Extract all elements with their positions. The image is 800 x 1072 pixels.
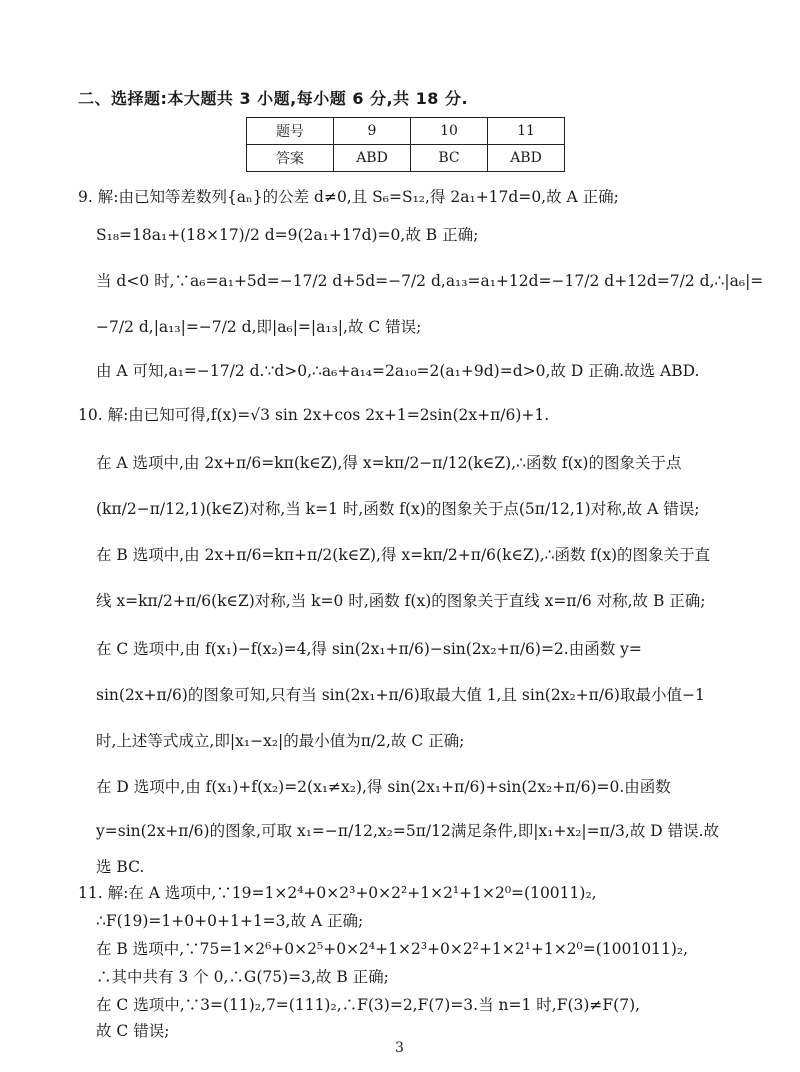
table-cell: ABD bbox=[488, 145, 565, 172]
page-number: 3 bbox=[395, 1040, 404, 1056]
solution-11-line: 11. 解:在 A 选项中,∵19=1×2⁴+0×2³+0×2²+1×2¹+1×2⁰=(10011)₂, bbox=[78, 884, 597, 902]
solution-9-line: 由 A 可知,a₁=−17/2 d.∵d>0,∴a₆+a₁₄=2a₁₀=2(a₁+9d)=d>0,故 D 正确.故选 ABD. bbox=[96, 362, 700, 380]
solution-10-line: 在 B 选项中,由 2x+π/6=kπ+π/2(k∈Z),得 x=kπ/2+π/6(k∈Z),∴函数 f(x)的图象关于直 bbox=[96, 546, 711, 564]
table-cell: 10 bbox=[411, 118, 488, 145]
table-cell: ABD bbox=[334, 145, 411, 172]
solution-10-line: 时,上述等式成立,即|x₁−x₂|的最小值为π/2,故 C 正确; bbox=[96, 732, 465, 750]
solution-10-line: 10. 解:由已知可得,f(x)=√3 sin 2x+cos 2x+1=2sin(2x+π/6)+1. bbox=[78, 406, 550, 424]
solution-11-line: 在 C 选项中,∵3=(11)₂,7=(111)₂,∴F(3)=2,F(7)=3.当 n=1 时,F(3)≠F(7), bbox=[96, 996, 641, 1014]
solution-10-line: sin(2x+π/6)的图象可知,只有当 sin(2x₁+π/6)取最大值 1,且 sin(2x₂+π/6)取最小值−1 bbox=[96, 686, 705, 704]
solution-10-line: 在 C 选项中,由 f(x₁)−f(x₂)=4,得 sin(2x₁+π/6)−sin(2x₂+π/6)=2.由函数 y= bbox=[96, 640, 642, 658]
table-cell: 11 bbox=[488, 118, 565, 145]
table-cell: BC bbox=[411, 145, 488, 172]
solution-9-line: −7/2 d,|a₁₃|=−7/2 d,即|a₆|=|a₁₃|,故 C 错误; bbox=[96, 318, 422, 336]
answer-table-header-row bbox=[247, 118, 565, 145]
table-cell: 答案 bbox=[247, 145, 334, 172]
solution-11-line: 在 B 选项中,∵75=1×2⁶+0×2⁵+0×2⁴+1×2³+0×2²+1×2¹+1×2⁰=(1001011)₂, bbox=[96, 940, 689, 958]
solution-10-line: (kπ/2−π/12,1)(k∈Z)对称,当 k=1 时,函数 f(x)的图象关于点(5π/12,1)对称,故 A 错误; bbox=[96, 500, 700, 518]
solution-10-line: 线 x=kπ/2+π/6(k∈Z)对称,当 k=0 时,函数 f(x)的图象关于直线 x=π/6 对称,故 B 正确; bbox=[96, 592, 706, 610]
solution-10-line: y=sin(2x+π/6)的图象,可取 x₁=−π/12,x₂=5π/12满足条件,即|x₁+x₂|=π/3,故 D 错误.故 bbox=[96, 822, 720, 840]
answer-table-answer-row bbox=[247, 145, 565, 172]
solution-9-line: S₁₈=18a₁+(18×17)/2 d=9(2a₁+17d)=0,故 B 正确; bbox=[96, 226, 479, 244]
solution-11-line: ∴其中共有 3 个 0,∴G(75)=3,故 B 正确; bbox=[96, 968, 389, 986]
answer-table bbox=[246, 117, 565, 172]
solution-10-line: 在 D 选项中,由 f(x₁)+f(x₂)=2(x₁≠x₂),得 sin(2x₁+π/6)+sin(2x₂+π/6)=0.由函数 bbox=[96, 778, 671, 796]
table-cell: 9 bbox=[334, 118, 411, 145]
table-cell: 题号 bbox=[247, 118, 334, 145]
section-heading: 二、选择题:本大题共 3 小题,每小题 6 分,共 18 分. bbox=[78, 89, 469, 108]
solution-11-line: 故 C 错误; bbox=[96, 1022, 170, 1040]
solution-10-line: 在 A 选项中,由 2x+π/6=kπ(k∈Z),得 x=kπ/2−π/12(k∈Z),∴函数 f(x)的图象关于点 bbox=[96, 454, 682, 472]
solution-9-line: 9. 解:由已知等差数列{aₙ}的公差 d≠0,且 S₆=S₁₂,得 2a₁+17d=0,故 A 正确; bbox=[78, 188, 619, 206]
solution-9-line: 当 d<0 时,∵a₆=a₁+5d=−17/2 d+5d=−7/2 d,a₁₃=a₁+12d=−17/2 d+12d=7/2 d,∴|a₆|= bbox=[96, 272, 764, 290]
solution-10-line: 选 BC. bbox=[96, 858, 145, 876]
solution-11-line: ∴F(19)=1+0+0+1+1=3,故 A 正确; bbox=[96, 912, 364, 930]
